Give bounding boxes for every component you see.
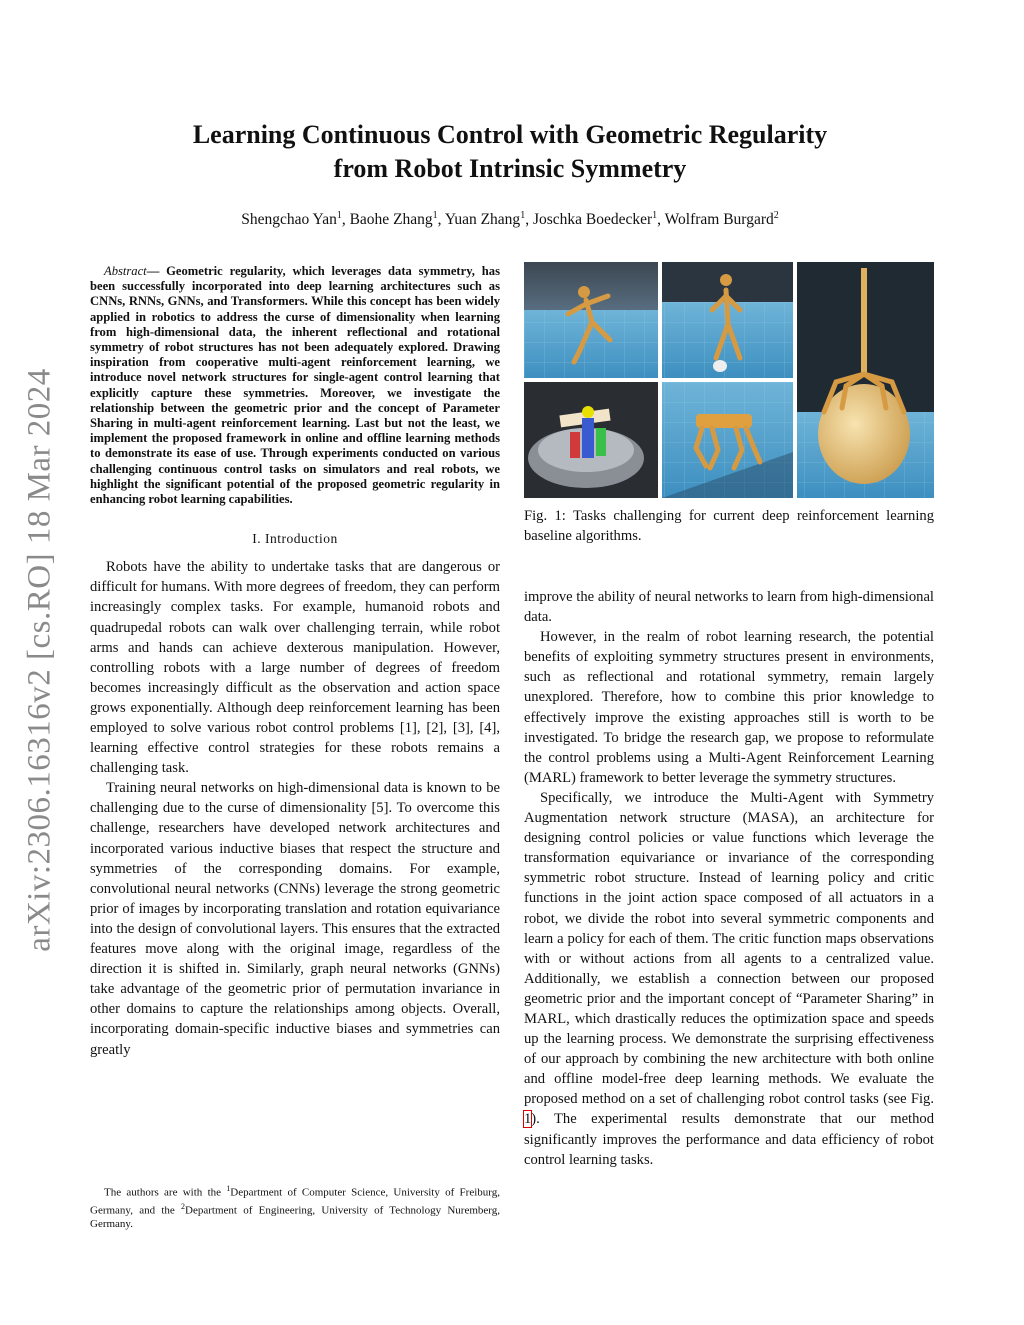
- paragraph: However, in the realm of robot learning research, the potential benefits of exploiting symmetry structures present in environments, such as reflectional and rotational symmetry, remain largely unexplored. Therefore, how to combine this prior knowledge to effectively improve the existing approaches still is worth to be investigated. To bridge the research gap, we propose to reformulate the control problems using a Multi-Agent Reinforcement Learning (MARL) framework to better leverage the symmetry structures.: [524, 629, 934, 786]
- title-line-1: Learning Continuous Control with Geometric Regularity: [192, 120, 828, 149]
- panel-hand-manipulation: [524, 382, 658, 498]
- figure-1-reference-link[interactable]: 1: [524, 1111, 532, 1128]
- author-list: Shengchao Yan$^1$, Baohe Zhang$^1$, Yuan Zhang$^1$, Joschka Boedecker$^1$, Wolfram Burgard$^2$: [241, 210, 779, 229]
- author: Wolfram Burgard$^2$: [664, 210, 779, 229]
- panel-humanoid-run: [524, 262, 658, 378]
- figure-1-caption: Fig. 1: Tasks challenging for current deep reinforcement learning baseline algorithms.: [524, 508, 934, 544]
- abstract-text: Geometric regularity, which leverages data symmetry, has been successfully incorporated into deep learning architectures such as CNNs, RNNs, GNNs, and Transformers. While this concept has been widely applied in robotics to address the curse of dimensionality when learning from high-dimensional data, the inherent reflectional and rotational symmetry of robot structures has not been adequately explored. Drawing inspiration from cooperative multi-agent reinforcement learning, we introduce novel network structures for single-agent control learning that explicitly capture these symmetries. Moreover, we investigate the relationship between the geometric prior and the concept of Parameter Sharing in multi-agent reinforcement learning. Last but not the least, we implement the proposed framework in online and offline learning methods to demonstrate its ease of use. Through experiments conducted on various challenging continuous control tasks on simulators and real robots, we highlight the significant potential of the proposed geometric regularity in enhancing robot learning capabilities.: [90, 264, 500, 507]
- author: Joschka Boedecker$^1$: [532, 210, 658, 229]
- panel-ball-balancer: [797, 262, 934, 498]
- figure-1: [524, 262, 934, 498]
- intro-right-body: [524, 587, 934, 1170]
- title-line-2: from Robot Intrinsic Symmetry: [333, 154, 687, 183]
- paper-title: [150, 118, 870, 186]
- arxiv-identifier: [10, 368, 70, 952]
- paragraph: Robots have the ability to undertake tasks that are dangerous or difficult for humans. With more degrees of freedom, they can perform increasingly complex tasks. For example, humanoid robots and quadrupedal robots can walk over challenging terrain, while robot arms and hands can achieve dexterous manipulation. However, controlling robots with a large number of degrees of freedom becomes increasingly difficult as the observation and action space grows exponentially. Although deep reinforcement learning has been employed to solve various robot control problems [1], [2], [3], [4], learning effective control strategies for these robots remains a challenging task.: [90, 559, 500, 777]
- abstract: Abstract— Geometric regularity, which leverages data symmetry, has been successfully incorporated into deep learning architectures such as CNNs, RNNs, GNNs, and Transformers. While this concept has been widely applied in robotics to address the curse of dimensionality when learning from high-dimensional data, the inherent reflectional and rotational symmetry of robot structures has not been adequately explored. Drawing inspiration from cooperative multi-agent reinforcement learning, we introduce novel network structures for single-agent control learning that explicitly capture these symmetries. Moreover, we investigate the relationship between the geometric prior and the concept of Parameter Sharing in multi-agent reinforcement learning. Last but not the least, we implement the proposed framework in online and offline learning methods to demonstrate its ease of use. Through experiments conducted on various challenging continuous control tasks on simulators and real robots, we highlight the significant potential of the proposed geometric regularity in enhancing robot learning capabilities.: [90, 264, 500, 507]
- panel-humanoid-ball: [662, 262, 793, 378]
- panel-quadruped: [662, 382, 793, 498]
- author: Yuan Zhang$^1$: [444, 210, 526, 229]
- author: Shengchao Yan$^1$: [241, 210, 342, 229]
- intro-left-body: [90, 557, 500, 1059]
- paragraph: improve the ability of neural networks to learn from high-dimensional data.: [524, 589, 934, 626]
- section-heading-introduction: I. Introduction: [252, 531, 338, 547]
- paragraph: Specifically, we introduce the Multi-Agent with Symmetry Augmentation network structure (MASA), an architecture for designing control policies or value functions which leverage the transformation equivariance or invariance of the corresponding symmetric robot structure. Instead of learning policy and critic functions in the joint action space composed of all actuators in a robot, we divide the robot into several symmetric components and learn a policy for each of them. The critic function maps observations with or without actions from all agents to a centralized value. Additionally, we establish a connection between our proposed geometric prior and the important concept of “Parameter Sharing” in MARL, which drastically reduces the optimization space and speeds up the learning process. We demonstrate the surprising effectiveness of our approach by combining the new architecture with both online and offline model-free deep learning methods. We evaluate the proposed method on a set of challenging robot control tasks (see Fig. 1). The experimental results demonstrate that our method significantly improves the performance and data efficiency of robot control learning tasks.: [524, 789, 934, 1168]
- abstract-label: Abstract: [104, 264, 147, 278]
- figure-1-image: [524, 262, 934, 498]
- left-column: [90, 264, 500, 1060]
- affiliation-footnote: The authors are with the $^1$Department of Computer Science, University of Freiburg, Germany, and the $^2$Department of Engineering, University of Technology Nuremberg, Germany.: [90, 1184, 500, 1231]
- author: Baohe Zhang$^1$: [349, 210, 438, 229]
- paragraph: Training neural networks on high-dimensional data is known to be challenging due to the curse of dimensionality [5]. To overcome this challenge, researchers have developed network architectures and incorporated various inductive biases that respect the structure and symmetries of the corresponding domains. For example, convolutional neural networks (CNNs) leverage the strong geometric prior of images by incorporating translation and rotation equivariance into the design of convolutional layers. This ensures that the extracted features move along with the original image, regardless of the direction it is shifted in. Similarly, graph neural networks (GNNs) take advantage of the geometric prior of permutation invariance in other domains to capture the relationships among objects. Overall, incorporating domain-specific inductive biases and symmetries can greatly: [90, 780, 500, 1058]
- arxiv-identifier-text: arXiv:2306.16316v2 [cs.RO] 18 Mar 2024: [21, 368, 58, 952]
